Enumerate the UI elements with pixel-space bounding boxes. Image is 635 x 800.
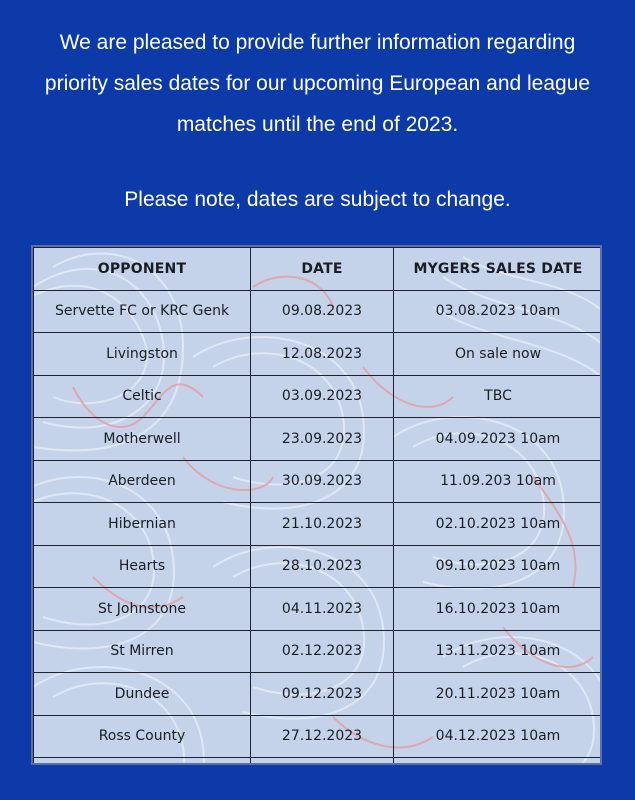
cell-sales-date: 16.10.2023 10am [394, 588, 603, 631]
cell-sales-date: 02.10.2023 10am [394, 503, 603, 546]
table-row [34, 333, 603, 376]
header-date: DATE [251, 248, 394, 291]
cell-date: 28.10.2023 [251, 545, 394, 588]
cell-date: 12.08.2023 [251, 333, 394, 376]
cell-sales-date: 03.08.2023 10am [394, 290, 603, 333]
cell-sales-date: 20.11.2023 10am [394, 673, 603, 716]
cell-sales-date: 04.12.2023 10am [394, 715, 603, 758]
table-row [34, 545, 603, 588]
cell-date: 27.12.2023 [251, 715, 394, 758]
table-row [34, 375, 603, 418]
table-row [34, 460, 603, 503]
cell-opponent: Hearts [34, 545, 251, 588]
cell-date: 02.12.2023 [251, 630, 394, 673]
cell-opponent: Celtic [34, 375, 251, 418]
cell-date: 21.10.2023 [251, 503, 394, 546]
intro-paragraph: We are pleased to provide further information regarding priority sales dates for our upcoming European and league matches until the end of 2023. [44, 31, 591, 136]
intro-note: Please note, dates are subject to change. [124, 188, 511, 211]
header-opponent: OPPONENT [34, 248, 251, 291]
header-sales-date: MYGERS SALES DATE [394, 248, 603, 291]
table-row [34, 290, 603, 333]
cell-date: 03.09.2023 [251, 375, 394, 418]
cell-sales-date: 09.10.2023 10am [394, 545, 603, 588]
table-row [34, 715, 603, 758]
cell-opponent: Servette FC or KRC Genk [34, 290, 251, 333]
cell-opponent: Aberdeen [34, 460, 251, 503]
cell-date: 23.09.2023 [251, 418, 394, 461]
cell-opponent: Hibernian [34, 503, 251, 546]
table-row [34, 418, 603, 461]
table-row [34, 630, 603, 673]
sales-table-image [31, 245, 602, 765]
cell-opponent: St Johnstone [34, 588, 251, 631]
cell-sales-date: TBC [394, 375, 603, 418]
cell-date: 09.08.2023 [251, 290, 394, 333]
cell-sales-date: 04.09.2023 10am [394, 418, 603, 461]
cell-date: 30.09.2023 [251, 460, 394, 503]
cell-opponent: Motherwell [34, 418, 251, 461]
table-header-row [34, 248, 603, 291]
intro-text [0, 22, 635, 220]
cell-opponent: Ross County [34, 715, 251, 758]
table-row-partial [34, 758, 603, 766]
cell-opponent: Livingston [34, 333, 251, 376]
sales-table [33, 247, 602, 765]
table-row [34, 588, 603, 631]
cell-sales-date: 11.09.203 10am [394, 460, 603, 503]
table-row [34, 673, 603, 716]
cell-sales-date: On sale now [394, 333, 603, 376]
cell-sales-date: 13.11.2023 10am [394, 630, 603, 673]
cell-date: 04.11.2023 [251, 588, 394, 631]
cell-opponent: Dundee [34, 673, 251, 716]
cell-date: 09.12.2023 [251, 673, 394, 716]
table-row [34, 503, 603, 546]
cell-opponent: St Mirren [34, 630, 251, 673]
